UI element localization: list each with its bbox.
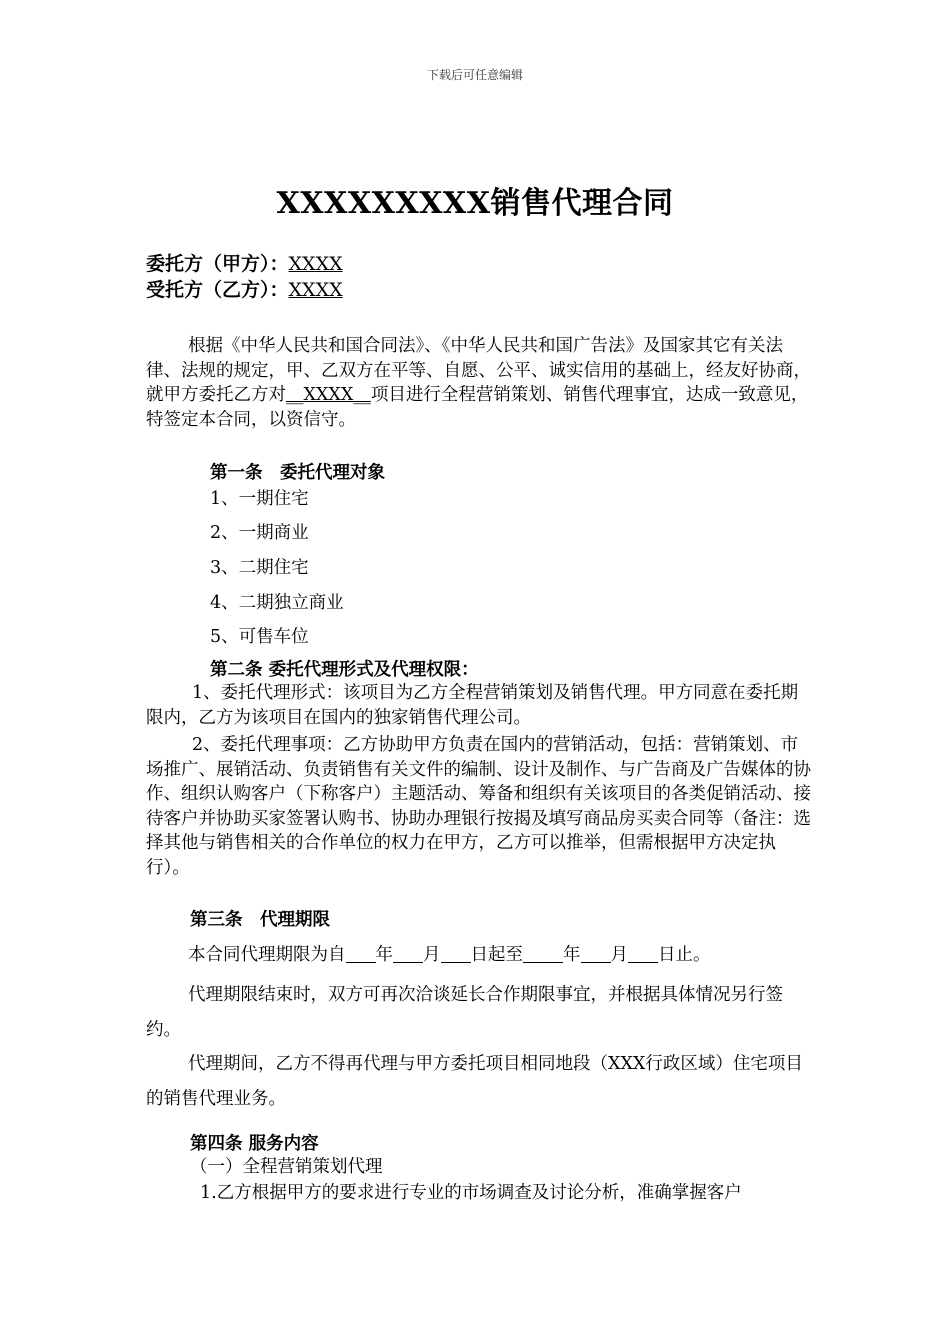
term-text: 年 — [375, 945, 393, 965]
intro-paragraph — [146, 334, 812, 432]
party-a-value: XXXX — [288, 253, 343, 275]
article-4-item-1: 1.乙方根据甲方的要求进行专业的市场调查及讨论分析，准确掌握客户 — [200, 1183, 742, 1203]
intro-text-1: 根据《中华人民共和国合同法》、《中华人民共和国广告法》及国家其它有关法律、法规的规定，甲、乙双方在平等、自愿、公平、诚实信用的基础上，经友好协商，就甲方委托乙方对 — [146, 336, 811, 405]
party-b — [146, 275, 343, 302]
article-1-heading: 第一条 委托代理对象 — [210, 463, 385, 483]
party-b-label: 受托方（乙方）： — [146, 279, 289, 301]
article-2-heading: 第二条 委托代理形式及代理权限： — [210, 660, 479, 680]
term-text: 年 — [563, 945, 581, 965]
party-a — [146, 249, 343, 276]
blank-field — [581, 944, 611, 963]
intro-text-2: 项目进行全程营销策划、销售代理事宜，达成一致意见，特签定本合同，以资信守。 — [146, 385, 809, 430]
blank-field — [393, 944, 423, 963]
list-item: 5、可售车位 — [210, 627, 309, 647]
document-title: XXXXXXXXX销售代理合同 — [276, 186, 674, 221]
article-4-subheading: （一）全程营销策划代理 — [190, 1157, 383, 1177]
article-2-para-1: 1、委托代理形式：该项目为乙方全程营销策划及销售代理。甲方同意在委托期限内，乙方为该项目在国内的独家销售代理公司。 — [146, 683, 799, 728]
term-text: 日起至 — [470, 945, 523, 965]
term-text: 日止。 — [658, 945, 711, 965]
article-3-para-2: 代理期限结束时，双方可再次洽谈延长合作期限事宜，并根据具体情况另行签约。 — [146, 985, 783, 1040]
term-text: 月 — [610, 945, 628, 965]
list-item: 3、二期住宅 — [210, 558, 309, 578]
blank-field — [441, 944, 471, 963]
article-4-heading: 第四条 服务内容 — [190, 1134, 319, 1154]
blank-field — [346, 944, 376, 963]
list-item: 2、一期商业 — [210, 523, 309, 543]
blank-field — [523, 944, 563, 963]
header-note: 下载后可任意编辑 — [426, 68, 523, 82]
article-3-heading: 第三条 代理期限 — [190, 910, 330, 930]
party-a-label: 委托方（甲方）： — [146, 253, 289, 275]
article-2-para-2: 2、委托代理事项：乙方协助甲方负责在国内的营销活动，包括：营销策划、市场推广、展销活动、负责销售有关文件的编制、设计及制作、与广告商及广告媒体的协作、组织认购客户（下称客户）主题活动、筹备和组织有关该项目的各类促销活动、接待客户并协助买家签署认购书、协助办理银行按揭及填写商品房买卖合同等（备注：选择其他与销售相关的合作单位的权力在甲方，乙方可以推举，但需根据甲方决定执行）。 — [146, 735, 811, 878]
blank-field — [628, 944, 658, 963]
term-text: 月 — [423, 945, 441, 965]
list-item: 1、一期住宅 — [210, 489, 309, 509]
list-item: 4、二期独立商业 — [210, 593, 344, 613]
term-text: 本合同代理期限为自 — [188, 945, 346, 965]
article-3-para-3: 代理期间，乙方不得再代理与甲方委托项目相同地段（XXX行政区域）住宅项目的销售代理业务。 — [146, 1054, 803, 1109]
article-3-term — [146, 943, 812, 968]
party-b-value: XXXX — [288, 279, 343, 301]
intro-project: __XXXX__ — [286, 385, 371, 405]
